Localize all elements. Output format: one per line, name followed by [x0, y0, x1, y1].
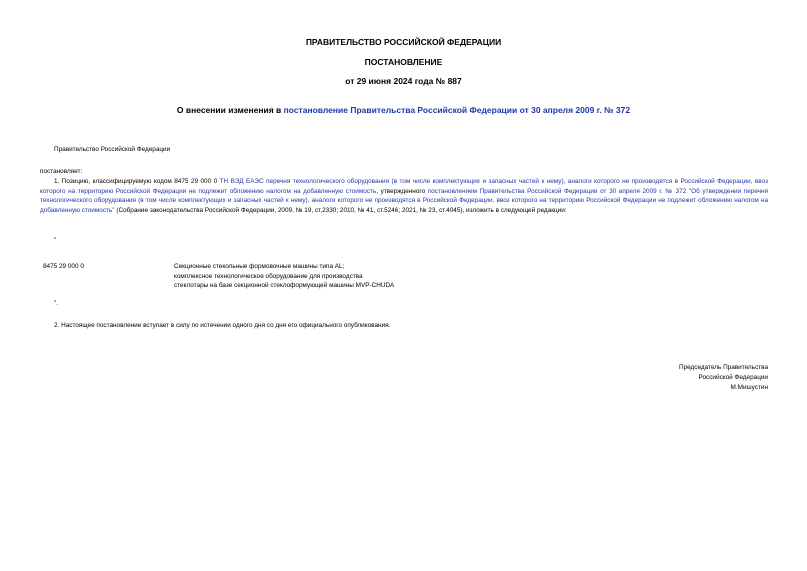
table-desc-line: стеклотары на базе секционной стеклоформующей машины MVP-CHUDA: [174, 282, 395, 290]
p1-text-4: (Собрание законодательства Российской Федерации, 2009, № 19, ст.2330; 2010, № 41, ст.5246; 2021, № 23, ст.4045), изложить в следующей редакции:: [114, 206, 567, 214]
table-description: [174, 262, 394, 291]
table-desc-line: Секционные стекольные формовочные машины типа AL;: [174, 263, 345, 270]
p1-text-3: , утвержденного: [376, 187, 428, 195]
document-date-number: от 29 июня 2024 года № 887: [345, 76, 462, 86]
government-heading: ПРАВИТЕЛЬСТВО РОССИЙСКОЙ ФЕДЕРАЦИИ: [305, 37, 502, 47]
p1-link-list[interactable]: перечня технологического оборудования (в том числе комплектующих и запасных частей к нему), аналоги которого не производятся в Российской Федерации, ввоз которого на территорию Российской Федерации не подлежит обложению налогом на добавленную стоимость: [40, 178, 769, 195]
signature-country: Российской Федерации: [698, 374, 768, 382]
p1-text-1: 1. Позицию, классифицируемую кодом 8475 29 000 0: [54, 178, 220, 185]
intro-text: Правительство Российской Федерации: [54, 146, 171, 153]
title-link[interactable]: постановление Правительства Российской Федерации от 30 апреля 2009 г. № 372: [283, 105, 631, 115]
signature-block: [679, 363, 768, 394]
signature-name: М.Мишустин: [730, 384, 768, 392]
paragraph-2: 2. Настоящее постановление вступает в силу по истечении одного дня со дня его официального опубликования.: [54, 322, 391, 329]
paragraph-1: [40, 177, 768, 215]
p1-link-tnved[interactable]: ТН ВЭД ЕАЭС: [219, 178, 264, 185]
signature-title: Председатель Правительства: [679, 364, 768, 371]
document-type: ПОСТАНОВЛЕНИЕ: [364, 57, 443, 67]
table-desc-line: комплексное технологическое оборудование для производства: [174, 272, 363, 280]
table-code: 8475 29 000 0: [43, 263, 84, 270]
resolves-text: постановляет:: [40, 168, 83, 175]
title-prefix: О внесении изменения в: [176, 105, 284, 115]
quote-close: ".: [54, 300, 59, 307]
p1-link-resolution[interactable]: постановлением Правительства Российской Федерации от 30 апреля 2009 г. № 372 "Об утверждении перечня технологического оборудования (в том числе комплектующих и запасных частей к нему), аналоги которого не производятся в Российской Федерации, ввоз которого на территорию Российской Федерации не подлежит обложению налогом на добавленную стоимость": [40, 187, 768, 214]
document-title: [0, 105, 807, 115]
quote-open: ": [54, 237, 57, 244]
